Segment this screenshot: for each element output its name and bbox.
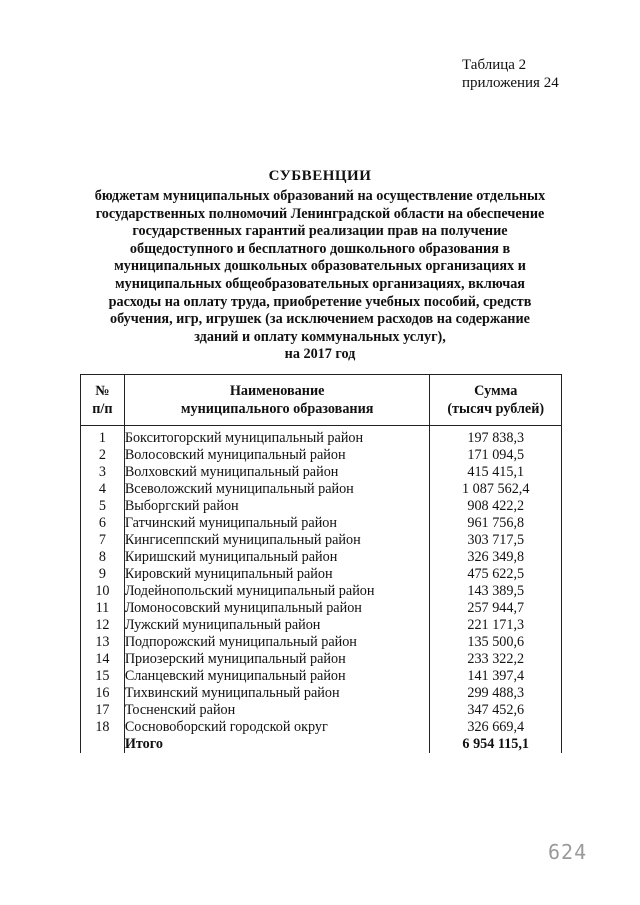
row-num: 4 — [81, 481, 125, 498]
subtitle-line: на 2017 год — [284, 346, 356, 363]
row-name: Сосновоборский городской округ — [124, 719, 430, 736]
row-name: Волосовский муниципальный район — [124, 447, 430, 464]
table-reference — [462, 56, 559, 92]
document-title: СУБВЕНЦИИ — [268, 168, 372, 184]
total-num-cell — [81, 736, 125, 753]
table-row — [81, 426, 562, 448]
table-row — [81, 719, 562, 736]
total-sum: 6 954 115,1 — [430, 736, 562, 753]
table-total-row — [81, 736, 562, 753]
row-name: Лодейнопольский муниципальный район — [124, 583, 430, 600]
subtitle-line: государственных полномочий Ленинградской области на обеспечение — [95, 205, 545, 222]
row-num: 16 — [81, 685, 125, 702]
subtitle-line: муниципальных общеобразовательных организациях, включая — [115, 275, 525, 292]
row-name: Гатчинский муниципальный район — [124, 515, 430, 532]
row-num: 3 — [81, 464, 125, 481]
row-name: Кингисеппский муниципальный район — [124, 532, 430, 549]
row-sum: 143 389,5 — [430, 583, 562, 600]
table-row — [81, 651, 562, 668]
row-sum: 135 500,6 — [430, 634, 562, 651]
header-name — [124, 375, 430, 426]
total-label: Итого — [124, 736, 430, 753]
row-name: Тихвинский муниципальный район — [124, 685, 430, 702]
row-sum: 475 622,5 — [430, 566, 562, 583]
row-name: Подпорожский муниципальный район — [124, 634, 430, 651]
table-row — [81, 515, 562, 532]
table-row — [81, 498, 562, 515]
subtitle-line: расходы на оплату труда, приобретение учебных пособий, средств — [108, 293, 532, 310]
header-num-line1: № — [95, 383, 110, 399]
table-row — [81, 549, 562, 566]
row-num: 8 — [81, 549, 125, 566]
row-num: 17 — [81, 702, 125, 719]
subtitle-line: обучения, игр, игрушек (за исключением расходов на содержание — [110, 311, 530, 328]
row-sum: 961 756,8 — [430, 515, 562, 532]
row-sum: 299 488,3 — [430, 685, 562, 702]
header-sum-line1: Сумма — [474, 383, 518, 399]
row-num: 18 — [81, 719, 125, 736]
row-name: Киришский муниципальный район — [124, 549, 430, 566]
row-name: Волховский муниципальный район — [124, 464, 430, 481]
table-header-row — [81, 375, 562, 426]
row-sum: 221 171,3 — [430, 617, 562, 634]
row-name: Лужский муниципальный район — [124, 617, 430, 634]
row-num: 5 — [81, 498, 125, 515]
row-num: 12 — [81, 617, 125, 634]
table-row — [81, 668, 562, 685]
header-num — [81, 375, 125, 426]
row-num: 10 — [81, 583, 125, 600]
table-row — [81, 583, 562, 600]
row-sum: 233 322,2 — [430, 651, 562, 668]
header-num-line2: п/п — [92, 401, 113, 417]
header-name-line1: Наименование — [229, 383, 325, 399]
header-name-line2: муниципального образования — [180, 401, 374, 417]
table-row — [81, 464, 562, 481]
table-row — [81, 685, 562, 702]
row-sum: 347 452,6 — [430, 702, 562, 719]
row-name: Приозерский муниципальный район — [124, 651, 430, 668]
row-sum: 908 422,2 — [430, 498, 562, 515]
subtitle-line: муниципальных дошкольных образовательных организациях и — [114, 258, 526, 275]
row-num: 11 — [81, 600, 125, 617]
table-row — [81, 532, 562, 549]
row-sum: 171 094,5 — [430, 447, 562, 464]
subtitle-line: бюджетам муниципальных образований на осуществление отдельных — [94, 188, 546, 204]
table-reference-line2: приложения 24 — [462, 75, 559, 91]
table-reference-line1: Таблица 2 — [462, 57, 527, 73]
subtitle-line: общедоступного и бесплатного дошкольного образования в — [129, 240, 511, 257]
row-name: Тосненский район — [124, 702, 430, 719]
table-row — [81, 617, 562, 634]
table-row — [81, 600, 562, 617]
row-sum: 1 087 562,4 — [430, 481, 562, 498]
row-sum: 257 944,7 — [430, 600, 562, 617]
row-sum: 141 397,4 — [430, 668, 562, 685]
row-num: 2 — [81, 447, 125, 464]
row-name: Всеволожский муниципальный район — [124, 481, 430, 498]
subtitle-line: государственных гарантий реализации прав на получение — [132, 223, 508, 240]
row-num: 14 — [81, 651, 125, 668]
table-row — [81, 634, 562, 651]
subtitle-line: зданий и оплату коммунальных услуг), — [194, 328, 446, 345]
row-sum: 303 717,5 — [430, 532, 562, 549]
subventions-table — [80, 374, 562, 753]
row-num: 7 — [81, 532, 125, 549]
row-name: Бокситогорский муниципальный район — [124, 426, 430, 448]
row-num: 9 — [81, 566, 125, 583]
header-sum-line2: (тысяч рублей) — [447, 401, 545, 417]
document-subtitle — [70, 188, 570, 364]
table-row — [81, 566, 562, 583]
row-num: 6 — [81, 515, 125, 532]
table-row — [81, 481, 562, 498]
row-name: Выборгский район — [124, 498, 430, 515]
row-name: Кировский муниципальный район — [124, 566, 430, 583]
row-name: Ломоносовский муниципальный район — [124, 600, 430, 617]
row-sum: 415 415,1 — [430, 464, 562, 481]
row-sum: 326 349,8 — [430, 549, 562, 566]
table-row — [81, 702, 562, 719]
row-num: 13 — [81, 634, 125, 651]
table-row — [81, 447, 562, 464]
page-number: 624 — [548, 840, 588, 864]
header-sum — [430, 375, 562, 426]
row-num: 15 — [81, 668, 125, 685]
row-sum: 197 838,3 — [430, 426, 562, 448]
row-name: Сланцевский муниципальный район — [124, 668, 430, 685]
row-num: 1 — [81, 426, 125, 448]
row-sum: 326 669,4 — [430, 719, 562, 736]
